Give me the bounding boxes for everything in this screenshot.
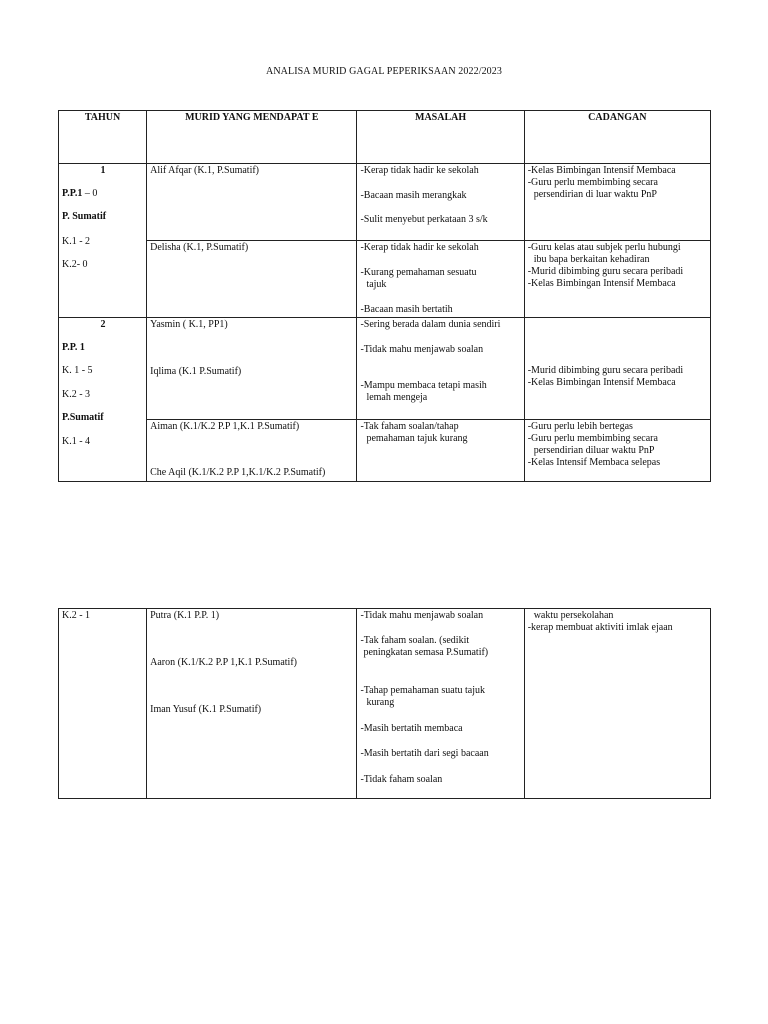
student-name: Aiman (K.1/K.2 P.P 1,K.1 P.Sumatif) (150, 421, 300, 432)
table-row (59, 164, 711, 241)
masalah-cell (357, 420, 524, 482)
table-row (59, 318, 711, 420)
tahun-cell-2 (59, 318, 147, 482)
student-name: Yasmin ( K.1, PP1) (150, 319, 228, 330)
header-murid: MURID YANG MENDAPAT E (147, 111, 357, 164)
cadangan-cell (524, 609, 710, 799)
k1-count: K.1 - 2 (62, 236, 91, 247)
student-name: Putra (K.1 P.P. 1) (150, 610, 220, 621)
tahun-cell (59, 609, 147, 799)
murid-cell (147, 241, 357, 318)
table-row (59, 241, 711, 318)
problem-item: -Tak faham soalan. (sedikit (360, 635, 470, 646)
suggestion-item: ibu bapa berkaitan kehadiran (533, 254, 650, 265)
problem-item: -Tidak faham soalan (360, 774, 443, 785)
masalah-cell (357, 164, 524, 241)
pp-line: P.P.1 – 0 (62, 188, 98, 199)
psumatif-label: P. Sumatif (62, 211, 107, 222)
problem-item: -Kerap tidak hadir ke sekolah (360, 165, 479, 176)
tahun-cell-1 (59, 164, 147, 318)
suggestion-item: -Murid dibimbing guru secara peribadi (527, 365, 684, 376)
header-masalah: MASALAH (357, 111, 524, 164)
problem-item: -Kurang pemahaman sesuatu (360, 267, 477, 278)
murid-cell (147, 609, 357, 799)
problem-item: -Mampu membaca tetapi masih (360, 380, 487, 391)
problem-item: pemahaman tajuk kurang (366, 433, 468, 444)
suggestion-item: -Guru kelas atau subjek perlu hubungi (527, 242, 681, 253)
table-row (59, 609, 711, 799)
student-name: Delisha (K.1, P.Sumatif) (150, 242, 249, 253)
suggestion-item: -Guru perlu membimbing secara (527, 433, 658, 444)
problem-item: -Kerap tidak hadir ke sekolah (360, 242, 479, 253)
problem-item: -Tak faham soalan/tahap (360, 421, 459, 432)
tahun-number: 2 (100, 319, 106, 330)
problem-item: -Bacaan masih merangkak (360, 190, 467, 201)
cadangan-cell (524, 241, 710, 318)
table-row (59, 420, 711, 482)
suggestion-item: -kerap membuat aktiviti imlak ejaan (527, 622, 673, 633)
tahun-number: 1 (100, 165, 106, 176)
masalah-cell (357, 318, 524, 420)
k2-count: K.2 - 1 (62, 610, 91, 621)
suggestion-item: -Kelas Intensif Membaca selepas (527, 457, 661, 468)
student-name: Alif Afqar (K.1, P.Sumatif) (150, 165, 260, 176)
problem-item: -Sering berada dalam dunia sendiri (360, 319, 501, 330)
problem-item: kurang (366, 697, 395, 708)
suggestion-item: -Guru perlu lebih bertegas (527, 421, 633, 432)
header-cadangan: CADANGAN (524, 111, 710, 164)
problem-item: -Masih bertatih dari segi bacaan (360, 748, 489, 759)
cadangan-cell (524, 318, 710, 420)
problem-item: tajuk (366, 279, 387, 290)
problem-item: -Bacaan masih bertatih (360, 304, 453, 315)
problem-item: -Tidak mahu menjawab soalan (360, 344, 484, 355)
murid-cell (147, 318, 357, 420)
pp-label: P.P. 1 (62, 342, 85, 353)
suggestion-item: waktu persekolahan (533, 610, 614, 621)
student-name: Iqlima (K.1 P.Sumatif) (150, 366, 242, 377)
suggestion-item: -Kelas Bimbingan Intensif Membaca (527, 278, 676, 289)
suggestion-item: persendirian diluar waktu PnP (533, 445, 655, 456)
psumatif-label: P.Sumatif (62, 412, 104, 423)
suggestion-item: -Murid dibimbing guru secara peribadi (527, 266, 684, 277)
problem-item: peningkatan semasa P.Sumatif) (363, 647, 489, 658)
k1-count: K. 1 - 5 (62, 365, 93, 376)
suggestion-item: -Kelas Bimbingan Intensif Membaca (527, 165, 676, 176)
analysis-table-continued (58, 608, 711, 799)
k1-count: K.1 - 4 (62, 436, 91, 447)
masalah-cell (357, 241, 524, 318)
student-name: Iman Yusuf (K.1 P.Sumatif) (150, 704, 262, 715)
table-header-row (59, 111, 711, 164)
murid-cell (147, 164, 357, 241)
problem-item: -Tidak mahu menjawab soalan (360, 610, 484, 621)
analysis-table (58, 110, 711, 482)
problem-item: lemah mengeja (366, 392, 428, 403)
problem-item: -Masih bertatih membaca (360, 723, 463, 734)
student-name: Aaron (K.1/K.2 P.P 1,K.1 P.Sumatif) (150, 657, 297, 668)
cadangan-cell (524, 164, 710, 241)
problem-item: -Tahap pemahaman suatu tajuk (360, 685, 485, 696)
masalah-cell (357, 609, 524, 799)
page-title: ANALISA MURID GAGAL PEPERIKSAAN 2022/2023 (266, 66, 502, 77)
problem-item: -Sulit menyebut perkataan 3 s/k (360, 214, 488, 225)
student-name: Che Aqil (K.1/K.2 P.P 1,K.1/K.2 P.Sumatif) (150, 467, 326, 478)
murid-cell (147, 420, 357, 482)
cadangan-cell (524, 420, 710, 482)
suggestion-item: -Guru perlu membimbing secara (527, 177, 658, 188)
k2-count: K.2- 0 (62, 259, 88, 270)
k2-count: K.2 - 3 (62, 389, 91, 400)
suggestion-item: persendirian di luar waktu PnP (533, 189, 657, 200)
suggestion-item: -Kelas Bimbingan Intensif Membaca (527, 377, 676, 388)
header-tahun: TAHUN (59, 111, 147, 164)
